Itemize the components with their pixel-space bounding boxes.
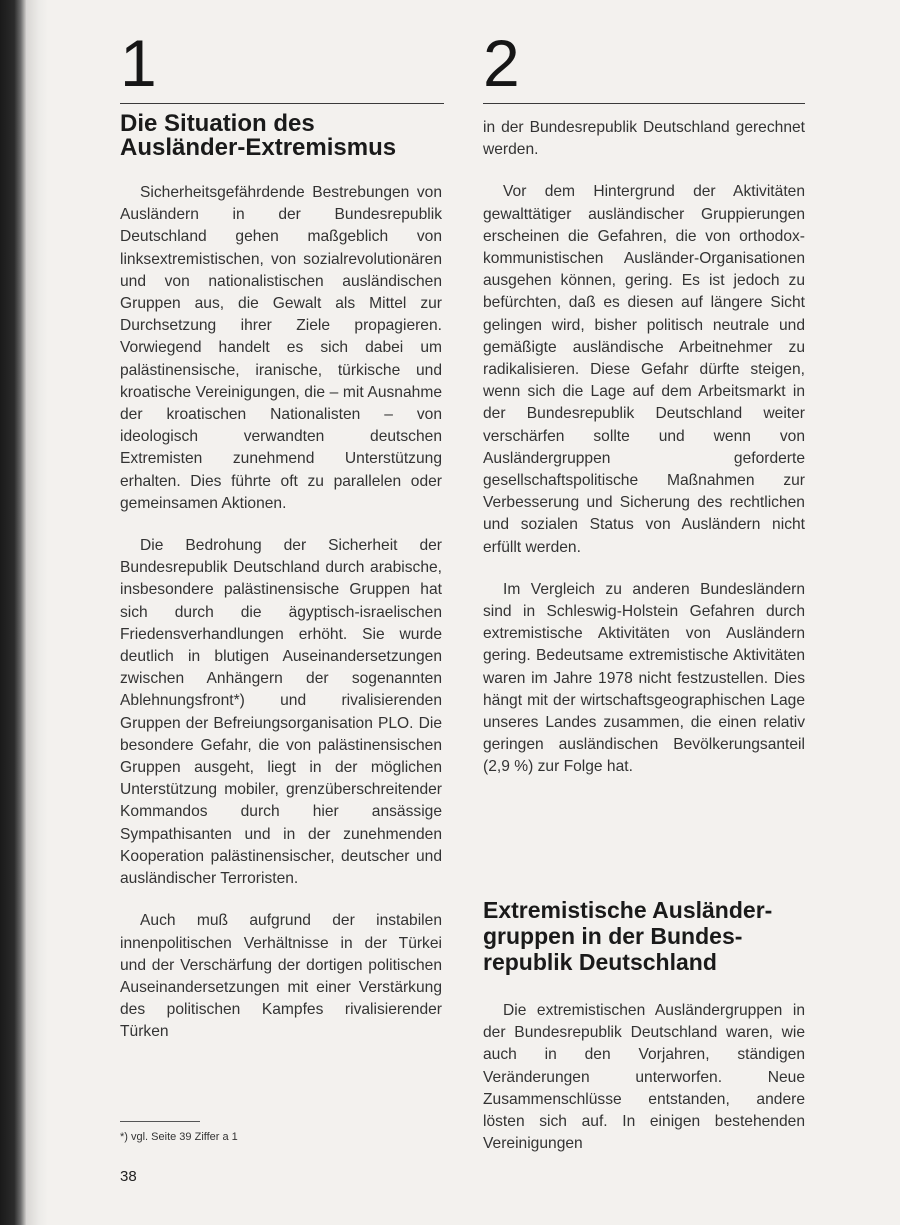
rule-right [483,103,805,104]
right-paragraph-4: Die extremistischen Ausländergruppen in der Bundesrepublik Deutschland waren, wie auch in den Vorjahren, ständigen Veränderungen unterworfen. Neue Zusammenschlüsse entstanden, andere lösten sich auf. In einigen bestehenden Vereinigungen [483,1002,805,1153]
right-paragraph-1: in der Bundesrepublik Deutschland gerechnet werden. [483,119,805,159]
right-heading-line2: gruppen in der Bundes- [483,923,743,949]
left-heading-line1: Die Situation des [120,110,315,137]
rule-left [120,103,444,104]
right-heading-line1: Extremistische Ausländer- [483,897,773,923]
right-heading [483,897,813,975]
page-number: 38 [120,1168,137,1185]
right-paragraph-3: Im Vergleich zu anderen Bundesländern sind in Schleswig-Holstein Gefahren durch extremistische Aktivitäten von Ausländern gering. Bedeutsame extremistische Aktivitäten waren im Jahre 1978 nicht festzustellen. Dies hängt mit der wirtschaftsgeographischen Lage unseres Landes zusammen, die einen relativ geringen ausländischen Bevölkerungsanteil (2,9 %) zur Folge hat. [483,580,805,776]
book-binding-shadow [0,0,26,1225]
right-paragraph-2: Vor dem Hintergrund der Aktivitäten gewalttätiger ausländischer Gruppierungen erscheinen die Gefahren, die von orthodox-kommunistischen Ausländer-Organisationen ausgehen können, gering. Es ist jedoch zu befürchten, daß es diesen auf längere Sicht gelingen wird, bisher politisch neutrale und gemäßigte ausländische Arbeitnehmer zu radikalisieren. Diese Gefahr dürfte steigen, wenn sich die Lage auf dem Arbeitsmarkt in der Bundesrepublik Deutschland weiter verschärfen sollte und wenn von Ausländergruppen geforderte gesellschaftspolitische Maßnahmen zur Verbesserung und Sicherung des rechtlichen und sozialen Status von Ausländern nicht erfüllt werden. [483,183,805,556]
left-paragraph-3: Auch muß aufgrund der instabilen innenpolitischen Verhältnisse in der Türkei und der Verschärfung der dortigen politischen Auseinandersetzungen mit einer Verstärkung des politischen Kampfes rivalisierender Türken [120,912,442,1041]
right-column-body-2 [483,1000,805,1175]
left-heading-line2: Ausländer-Extremismus [120,134,397,161]
left-column-body [120,182,442,1064]
left-paragraph-1: Sicherheitsgefährdende Bestrebungen von Ausländern in der Bundesrepublik Deutschland gehen maßgeblich von linksextremistischen, von sozialrevolutionären und von nationalistischen ausländischen Gruppen aus, die Gewalt als Mittel zur Durchsetzung ihrer Ziele propagieren. Vorwiegend handelt es sich dabei um palästinensische, iranische, türkische und kroatische Vereinigungen, die – mit Ausnahme der kroatischen Nationalisten – von ideologisch verwandten deutschen Extremisten zunehmend Unterstützung erhalten. Dies führte oft zu parallelen oder gemeinsamen Aktionen. [120,184,442,512]
section-number-right: 2 [483,26,520,100]
footnote: *) vgl. Seite 39 Ziffer a 1 [120,1131,238,1143]
footnote-rule [120,1121,200,1122]
left-paragraph-2: Die Bedrohung der Sicherheit der Bundesrepublik Deutschland durch arabische, insbesondere palästinensische Gruppen hat sich durch die ägyptisch-israelischen Friedensverhandlungen erhöht. Sie wurde deutlich in blutigen Auseinandersetzungen zwischen Anhängern der sogenannten Ablehnungsfront*) und rivalisierenden Gruppen der Befreiungsorganisation PLO. Die besondere Gefahr, die von palästinensischen Gruppen ausgeht, liegt in der möglichen Unterstützung mobiler, grenzüberschreitender Kommandos durch hier ansässige Sympathisanten und in der zunehmenden Kooperation palästinensischer, deutscher und ausländischer Terroristen. [120,537,442,888]
left-heading [120,112,396,160]
section-number-left: 1 [120,26,157,100]
page-gutter [26,0,48,1225]
right-heading-line3: republik Deutschland [483,949,717,975]
right-column-body [483,117,805,799]
